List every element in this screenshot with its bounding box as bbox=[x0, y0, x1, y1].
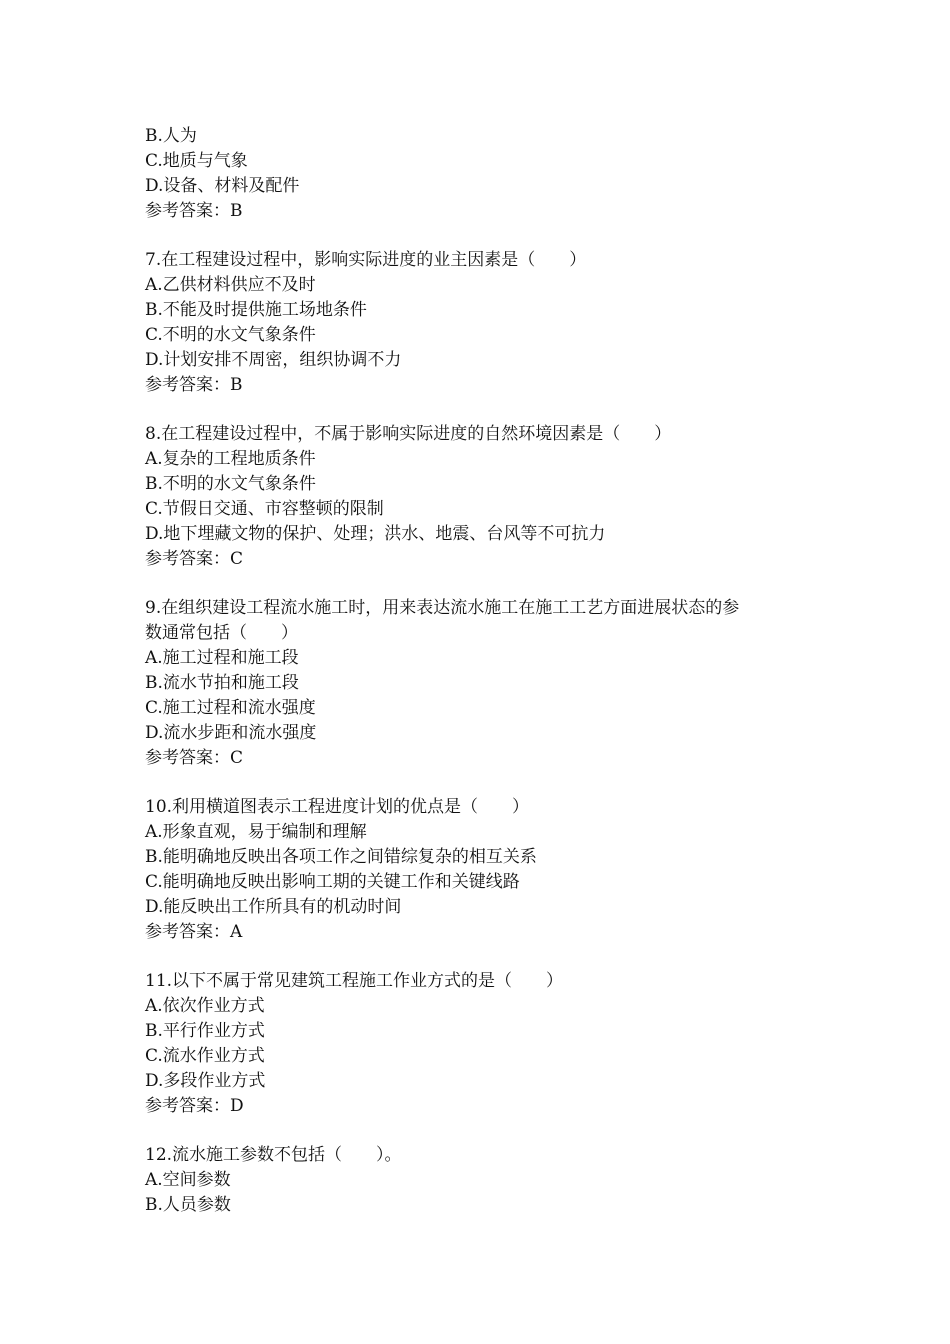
question-7 bbox=[145, 248, 815, 398]
option-c: C.地质与气象 bbox=[145, 151, 248, 171]
reference-answer: 参考答案：B bbox=[145, 375, 243, 395]
lead-question-block bbox=[145, 124, 815, 224]
question-9 bbox=[145, 596, 815, 771]
option-a: A.空间参数 bbox=[145, 1170, 231, 1190]
option-d: D.地下埋藏文物的保护、处理；洪水、地震、台风等不可抗力 bbox=[145, 524, 606, 544]
option-c: C.节假日交通、市容整顿的限制 bbox=[145, 499, 384, 519]
question-10 bbox=[145, 795, 815, 945]
question-stem: 8.在工程建设过程中，不属于影响实际进度的自然环境因素是（ ） bbox=[145, 424, 672, 444]
question-stem-line-2: 数通常包括（ ） bbox=[145, 623, 298, 643]
document-page bbox=[145, 124, 815, 1218]
option-d: D.能反映出工作所具有的机动时间 bbox=[145, 897, 402, 917]
option-d: D.多段作业方式 bbox=[145, 1071, 266, 1091]
reference-answer: 参考答案：D bbox=[145, 1096, 244, 1116]
reference-answer: 参考答案：A bbox=[145, 922, 243, 942]
question-stem: 7.在工程建设过程中，影响实际进度的业主因素是（ ） bbox=[145, 250, 587, 270]
option-b: B.能明确地反映出各项工作之间错综复杂的相互关系 bbox=[145, 847, 537, 867]
question-stem: 11.以下不属于常见建筑工程施工作业方式的是（ ） bbox=[145, 971, 564, 991]
option-a: A.形象直观，易于编制和理解 bbox=[145, 822, 367, 842]
option-c: C.能明确地反映出影响工期的关键工作和关键线路 bbox=[145, 872, 520, 892]
option-b: B.流水节拍和施工段 bbox=[145, 673, 299, 693]
option-d: D.流水步距和流水强度 bbox=[145, 723, 317, 743]
option-c: C.流水作业方式 bbox=[145, 1046, 265, 1066]
question-8 bbox=[145, 422, 815, 572]
reference-answer: 参考答案：C bbox=[145, 748, 244, 768]
option-b: B.不明的水文气象条件 bbox=[145, 474, 316, 494]
option-a: A.乙供材料供应不及时 bbox=[145, 275, 316, 295]
option-a: A.复杂的工程地质条件 bbox=[145, 449, 316, 469]
option-c: C.施工过程和流水强度 bbox=[145, 698, 316, 718]
option-d: D.设备、材料及配件 bbox=[145, 176, 300, 196]
question-stem: 10.利用横道图表示工程进度计划的优点是（ ） bbox=[145, 797, 530, 817]
reference-answer: 参考答案：B bbox=[145, 201, 243, 221]
option-a: A.依次作业方式 bbox=[145, 996, 265, 1016]
option-b: B.不能及时提供施工场地条件 bbox=[145, 300, 367, 320]
question-stem: 12.流水施工参数不包括（ ）。 bbox=[145, 1145, 402, 1165]
option-d: D.计划安排不周密，组织协调不力 bbox=[145, 350, 402, 370]
question-12 bbox=[145, 1143, 815, 1218]
option-b: B.平行作业方式 bbox=[145, 1021, 265, 1041]
option-a: A.施工过程和施工段 bbox=[145, 648, 299, 668]
option-b: B.人员参数 bbox=[145, 1195, 231, 1215]
reference-answer: 参考答案：C bbox=[145, 549, 244, 569]
question-stem-line-1: 9.在组织建设工程流水施工时，用来表达流水施工在施工工艺方面进展状态的参 bbox=[145, 598, 740, 618]
question-11 bbox=[145, 969, 815, 1119]
option-c: C.不明的水文气象条件 bbox=[145, 325, 316, 345]
option-b: B.人为 bbox=[145, 126, 197, 146]
